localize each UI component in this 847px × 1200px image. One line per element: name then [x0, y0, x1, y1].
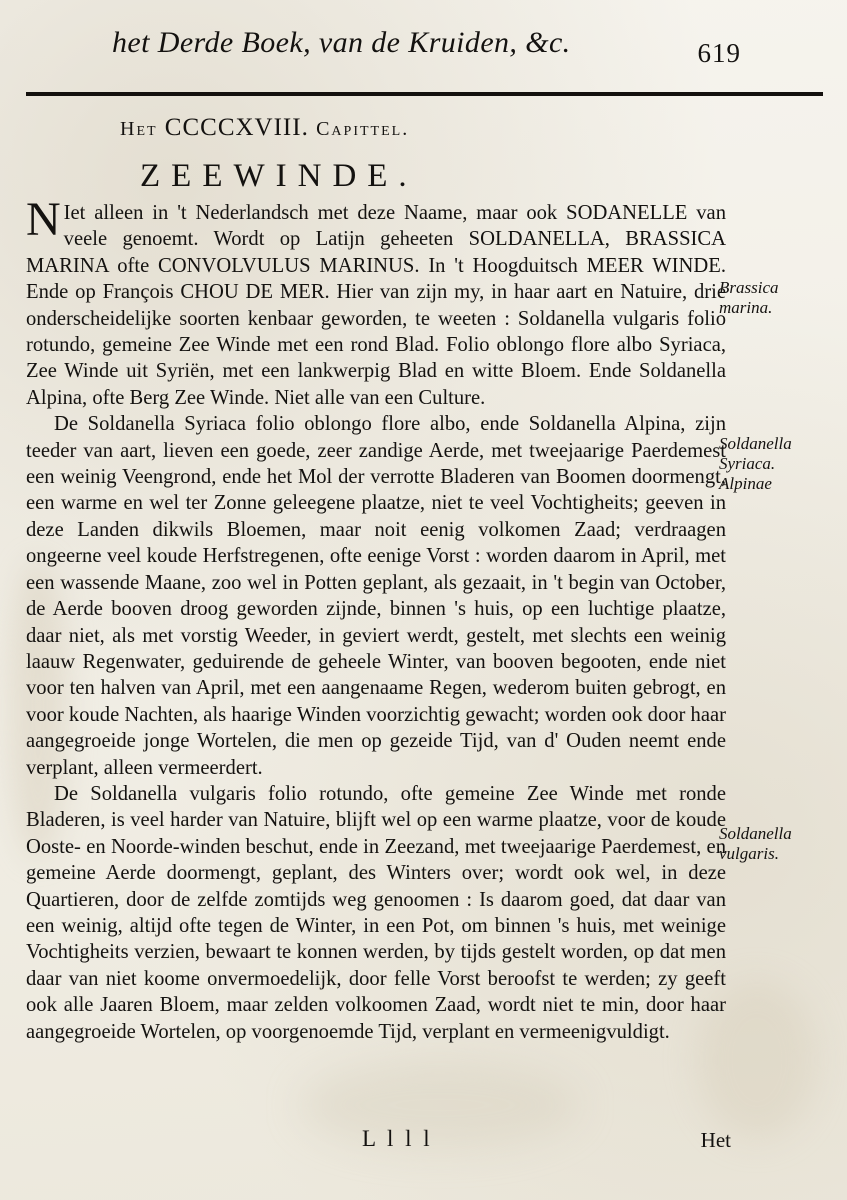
margin-note-line: Brassica [719, 278, 779, 297]
margin-note-line: Soldanella [719, 824, 792, 843]
header-rule [26, 92, 823, 96]
chapter-heading [120, 114, 409, 142]
chapter-number: CCCCXVIII. [164, 114, 309, 141]
page-number: 619 [697, 38, 741, 68]
paper-stain [300, 1060, 580, 1150]
margin-note-line: Syriaca. [719, 454, 776, 473]
margin-note-line: Alpinae [719, 474, 772, 493]
chapter-heading-capittel: Capittel. [316, 118, 410, 140]
margin-note-line: marina. [719, 298, 773, 317]
chapter-heading-het: Het [120, 118, 158, 140]
margin-note-line: vulgaris. [719, 844, 779, 863]
margin-note-soldanella-syriaca [719, 434, 837, 494]
running-head [0, 14, 847, 76]
catchword: Het [700, 1128, 731, 1152]
running-head-title: het Derde Boek, van de Kruiden, &c. [112, 26, 571, 59]
paragraph-1 [26, 193, 726, 411]
drop-cap: N [26, 193, 61, 246]
sheet-signature: L l l l [362, 1126, 433, 1151]
margin-note-brassica-marina [719, 278, 837, 318]
paragraph-2: De Soldanella Syriaca folio oblongo flore albo, ende Soldanella Alpina, zijn teeder van aart, lieven een goede, zeer zandige Aerde, met tweejaarige Paerdemest een weinig Veengrond, ende het Mol der verrotte Bladeren van Boomen doormengt, een warme en wel ter Zonne geleegene plaatze, niet te veel Vochtigheits; geeven in deze Landen dikwils Bloemen, maar noit eenig volkomen Zaad; verdraagen ongeerne veel koude Herfstregenen, ofte eenige Vorst : worden daarom in April, met een wassende Maane, zoo wel in Potten geplant, als gezaait, in 't begin van October, de Aerde booven droog geworden zijnde, binnen 's huis, op een luchtige plaatze, daar niet, als met vorstig Weeder, in geviert werdt, gestelt, met slechts een weinig laauw Regenwater, geduirende de geheele Winter, van booven begooten, ende niet voor ten halven van April, met een aangenaame Regen, wederom buiten gebrogt, en voor koude Nachten, als haarige Winden voorzichtig gewacht; worden ook door haar aangegroeide jonge Wortelen, die men op gezeide Tijd, van d' Ouden neemt ende verplant, alleen vermeerdert. [26, 413, 726, 779]
chapter-title: ZEEWINDE. [140, 158, 418, 194]
margin-note-soldanella-vulgaris [719, 824, 837, 864]
body-text [26, 193, 726, 1045]
margin-note-line: Soldanella [719, 434, 792, 453]
paragraph-1-text: Iet alleen in 't Nederlandsch met deze Naame, maar ook SODANELLE van veele genoemt. Wordt op Latijn geheeten SOLDANELLA, BRASSICA MARINA ofte CONVOLVULUS MARINUS. In 't Hoogduitsch MEER WINDE. Ende op François CHOU DE MER. Hier van zijn my, in haar aart en Natuire, drie onderscheidelijke soorten kenbaar geworden, te weeten : Soldanella vulgaris folio rotundo, gemeine Zee Winde met een rond Blad. Folio oblongo flore albo Syriaca, Zee Winde uit Syriën, met een lankwerpig Blad en witte Bloem. Ende Soldanella Alpina, ofte Berg Zee Winde. Niet alle van een Culture. [26, 202, 726, 409]
paragraph-3: De Soldanella vulgaris folio rotundo, ofte gemeine Zee Winde met ronde Bladeren, is veel harder van Natuire, blijft wel op een warme plaatze, voor de koude Ooste- en Noorde-winden beschut, ende in Zeezand, met tweejaarige Paerdemest, en gemeine Aerde doormengt, geplant, des Winters over; wordt ook wel, in deze Quartieren, door de zelfde zomtijds weg genoomen : Is daarom goed, dat daar van een weinig, altijd ofte tegen de Winter, in een Pot, om binnen 's huis, met weinige Vochtigheits verzien, bewaart te konnen werden, by tijds gestelt worden, op dat men daar van niet koome onvermoedelijk, door felle Vorst beroofst te werden; zy geeft ook alle Jaaren Bloem, maar zelden volkoomen Zaad, wordt niet te min, door haar aangegroeide Wortelen, op voorgenoemde Tijd, verplant en vermeenigvuldigt. [26, 782, 726, 1043]
